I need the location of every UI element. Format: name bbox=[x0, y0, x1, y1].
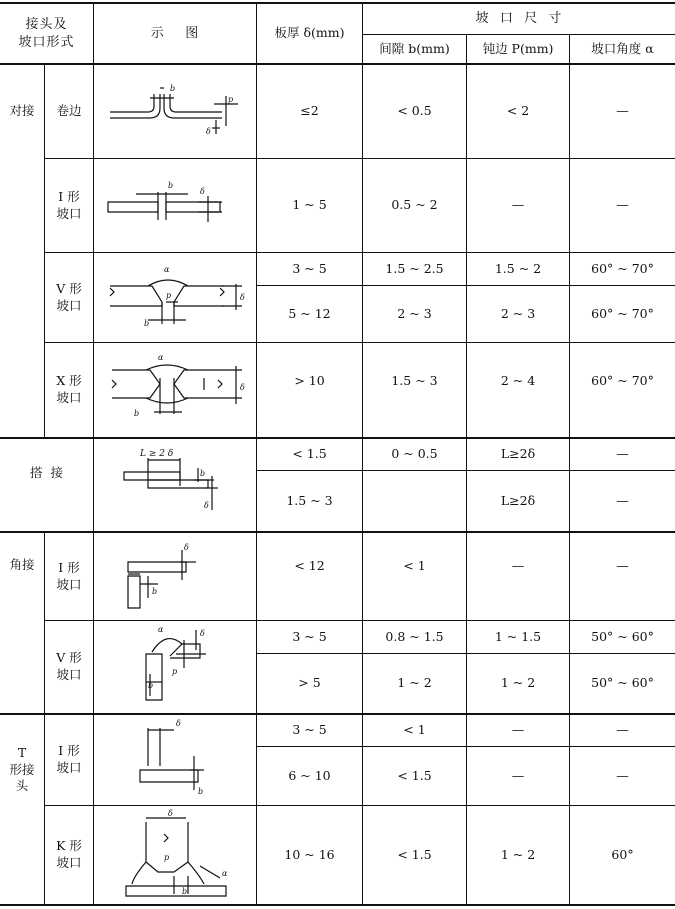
cell-gap: < 0.5 bbox=[397, 102, 432, 118]
cell-gap: 1.5 ~ 2.5 bbox=[385, 260, 444, 276]
header-gap: 间隙 b(mm) bbox=[379, 40, 450, 56]
group-lap: 搭 接 bbox=[30, 464, 63, 480]
svg-text:δ: δ bbox=[168, 809, 173, 818]
cell-angle: 60° ~ 70° bbox=[591, 372, 654, 388]
cell-gap: 0.5 ~ 2 bbox=[391, 197, 438, 213]
header-groove-size: 坡 口 尺 寸 bbox=[475, 11, 563, 27]
cell-angle: — bbox=[616, 722, 629, 738]
cell-root-face: — bbox=[511, 557, 525, 573]
header-root-face: 钝边 P(mm) bbox=[482, 40, 554, 56]
cell-angle: — bbox=[616, 102, 629, 118]
cell-angle: — bbox=[616, 767, 629, 783]
header-joint-type: 接头及 坡口形式 bbox=[18, 16, 75, 50]
svg-text:b: b bbox=[170, 84, 176, 93]
cell-thickness: ≤2 bbox=[300, 102, 319, 118]
table-border-bottom bbox=[0, 904, 675, 906]
corner-v-joint-sketch bbox=[122, 624, 232, 704]
subtype-flange: 卷边 bbox=[56, 102, 82, 118]
cell-gap: < 1 bbox=[403, 722, 426, 738]
cell-thickness: > 10 bbox=[294, 372, 325, 388]
flange-joint-sketch bbox=[104, 82, 244, 138]
cell-root-face: < 2 bbox=[506, 102, 530, 118]
cell-root-face: 1 ~ 2 bbox=[500, 846, 536, 862]
svg-text:α: α bbox=[222, 869, 228, 878]
svg-text:δ: δ bbox=[240, 383, 245, 392]
svg-text:δ: δ bbox=[184, 543, 189, 552]
group-corner: 角接 bbox=[9, 556, 35, 572]
corner-i-joint-sketch bbox=[118, 540, 228, 612]
cell-root-face: — bbox=[511, 722, 525, 738]
cell-angle: — bbox=[616, 492, 629, 508]
cell-thickness: 3 ~ 5 bbox=[292, 628, 327, 644]
group-butt: 对接 bbox=[9, 102, 35, 118]
svg-text:p: p bbox=[228, 95, 234, 104]
cell-gap: 1 ~ 2 bbox=[397, 675, 432, 691]
cell-angle: — bbox=[616, 197, 629, 213]
svg-text:b: b bbox=[198, 787, 204, 796]
subtype-butt-x: X 形 坡口 bbox=[56, 373, 82, 405]
svg-text:L ≥ 2 δ: L ≥ 2 δ bbox=[140, 449, 174, 459]
tee-k-joint-sketch bbox=[124, 808, 244, 900]
cell-thickness: 1.5 ~ 3 bbox=[286, 492, 333, 508]
svg-text:δ: δ bbox=[200, 187, 205, 196]
col-line-1 bbox=[93, 3, 94, 905]
i-butt-joint-sketch bbox=[104, 180, 244, 232]
subtype-butt-v: V 形 坡口 bbox=[56, 280, 82, 313]
svg-text:δ: δ bbox=[204, 501, 209, 510]
tee-i-joint-sketch bbox=[130, 718, 220, 798]
cell-root-face: — bbox=[511, 197, 525, 213]
subtype-tee-i: I 形 坡口 bbox=[56, 743, 82, 775]
subtype-corner-i: I 形 坡口 bbox=[56, 559, 82, 592]
cell-angle: 60° ~ 70° bbox=[591, 305, 654, 321]
svg-text:δ: δ bbox=[240, 293, 245, 302]
svg-text:p: p bbox=[166, 291, 172, 300]
cell-thickness: 3 ~ 5 bbox=[292, 722, 327, 738]
lap-joint-sketch bbox=[118, 446, 228, 514]
cell-gap: < 1.5 bbox=[397, 846, 432, 862]
cell-root-face: L≥2δ bbox=[500, 446, 536, 462]
cell-angle: 60° bbox=[611, 846, 634, 862]
header-angle: 坡口角度 α bbox=[591, 40, 654, 56]
cell-root-face: — bbox=[511, 767, 525, 783]
svg-text:δ: δ bbox=[176, 719, 181, 728]
subtype-corner-v: V 形 坡口 bbox=[56, 650, 82, 682]
v-butt-joint-sketch bbox=[104, 262, 249, 328]
cell-root-face: 1.5 ~ 2 bbox=[494, 260, 542, 276]
group-tee: T 形接 头 bbox=[9, 744, 35, 794]
svg-text:b: b bbox=[148, 681, 154, 690]
cell-angle: 50° ~ 60° bbox=[591, 675, 654, 691]
svg-text:α: α bbox=[164, 265, 170, 274]
cell-gap: 0.8 ~ 1.5 bbox=[385, 628, 444, 644]
header-sketch: 示 图 bbox=[150, 25, 200, 41]
svg-text:b: b bbox=[200, 469, 206, 478]
cell-gap: 2 ~ 3 bbox=[397, 305, 432, 321]
cell-angle: 50° ~ 60° bbox=[591, 628, 654, 644]
svg-text:b: b bbox=[152, 587, 158, 596]
cell-thickness: 6 ~ 10 bbox=[288, 767, 331, 783]
cell-thickness: < 12 bbox=[294, 557, 325, 573]
subtype-butt-i: I 形 坡口 bbox=[56, 188, 82, 221]
cell-root-face: L≥2δ bbox=[500, 492, 536, 508]
svg-text:δ: δ bbox=[206, 127, 211, 136]
cell-angle: — bbox=[616, 446, 629, 462]
cell-angle: — bbox=[616, 557, 629, 573]
cell-thickness: > 5 bbox=[298, 675, 321, 691]
cell-thickness: 3 ~ 5 bbox=[292, 260, 327, 276]
cell-thickness: 1 ~ 5 bbox=[292, 197, 327, 213]
svg-text:p: p bbox=[172, 667, 178, 676]
cell-gap bbox=[363, 471, 466, 531]
cell-thickness: 10 ~ 16 bbox=[284, 846, 335, 862]
svg-text:b: b bbox=[168, 181, 174, 190]
svg-text:b: b bbox=[182, 887, 188, 896]
cell-thickness: < 1.5 bbox=[292, 446, 327, 462]
cell-root-face: 2 ~ 4 bbox=[500, 372, 536, 388]
x-butt-joint-sketch bbox=[104, 353, 249, 420]
svg-text:p: p bbox=[164, 853, 170, 862]
svg-text:δ: δ bbox=[200, 629, 205, 638]
cell-root-face: 2 ~ 3 bbox=[500, 305, 536, 321]
svg-text:α: α bbox=[158, 353, 164, 362]
cell-angle: 60° ~ 70° bbox=[591, 260, 654, 276]
svg-text:α: α bbox=[158, 625, 164, 634]
header-thickness: 板厚 δ(mm) bbox=[274, 25, 345, 41]
cell-gap: < 1 bbox=[403, 557, 426, 573]
svg-text:b: b bbox=[134, 409, 140, 418]
cell-root-face: 1 ~ 1.5 bbox=[494, 628, 542, 644]
cell-gap: < 1.5 bbox=[397, 767, 432, 783]
cell-root-face: 1 ~ 2 bbox=[500, 675, 536, 691]
svg-text:b: b bbox=[144, 319, 150, 328]
cell-thickness: 5 ~ 12 bbox=[288, 305, 331, 321]
cell-gap: 1.5 ~ 3 bbox=[391, 372, 438, 388]
cell-gap: 0 ~ 0.5 bbox=[391, 446, 438, 462]
subtype-tee-k: K 形 坡口 bbox=[56, 838, 82, 870]
